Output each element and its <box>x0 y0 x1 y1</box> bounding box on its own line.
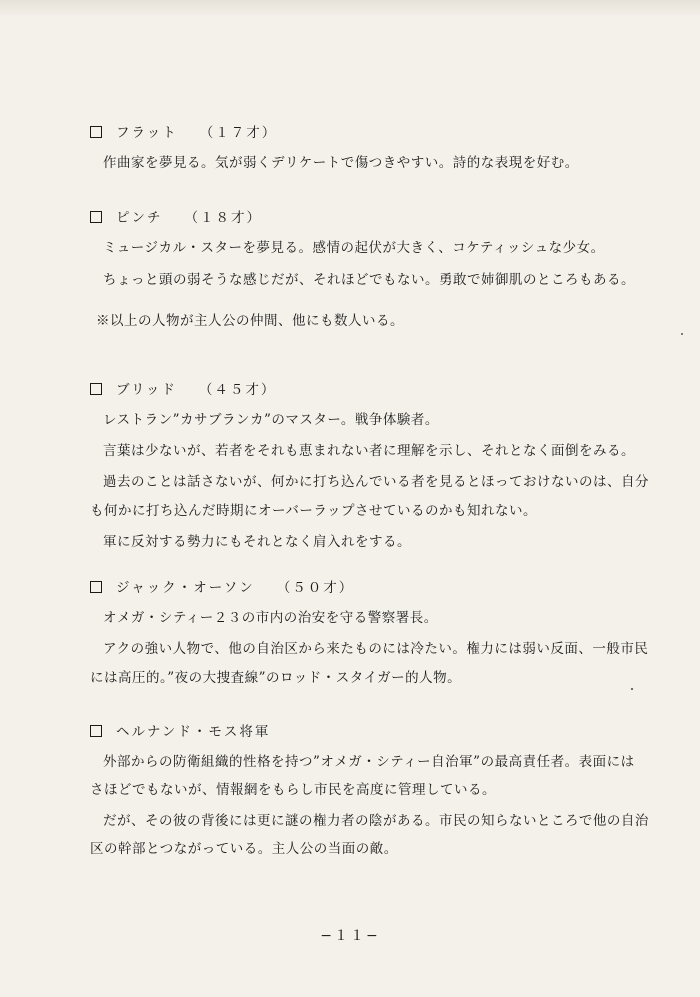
character-entry-pinch <box>90 208 635 331</box>
description-line: 軍に反対する勢力にもそれとなく肩入れをする。 <box>103 534 411 550</box>
character-name: ヘルナンド・モス将軍 <box>116 724 271 740</box>
character-age: （１７才） <box>199 125 278 141</box>
character-age: （５０才） <box>276 580 355 596</box>
character-entry-hernando-moss <box>90 722 649 859</box>
checkbox-icon <box>90 126 102 138</box>
character-heading <box>90 208 630 228</box>
description-line: 作曲家を夢見る。気が弱くデリケートで傷つきやすい。詩的な表現を好む。 <box>103 155 579 171</box>
character-heading <box>90 722 630 742</box>
description-line: アクの強い人物で、他の自治区から来たものには冷たい。権力には弱い反面、一般市民 <box>103 641 649 657</box>
description-line: さほどでもないが、情報網をもらし市民を高度に管理している。 <box>90 782 496 798</box>
character-entry-brid <box>90 380 649 552</box>
character-heading <box>90 123 630 143</box>
character-age: （４５才） <box>198 382 277 398</box>
character-name: ブリッド <box>116 382 177 398</box>
description-line: ミュージカル・スターを夢見る。感情の起伏が大きく、コケティッシュな少女。 <box>103 240 605 256</box>
description-line: も何かに打ち込んだ時期にオーバーラップさせているのかも知れない。 <box>90 503 538 519</box>
description-line: オメガ・シティー２３の市内の治安を守る警察署長。 <box>103 610 438 626</box>
description-line: だが、その彼の背後には更に謎の権力者の陰がある。市民の知らないところで他の自治 <box>103 813 649 829</box>
checkbox-icon <box>90 725 102 737</box>
description-line: レストラン”カサブランカ”のマスター。戦争体験者。 <box>103 412 439 428</box>
character-age: （１８才） <box>184 210 262 226</box>
paper-speck <box>681 333 683 335</box>
page-number: −１１− <box>320 928 380 944</box>
page-top-shadow <box>0 0 700 18</box>
note-line: ※以上の人物が主人公の仲間、他にも数人いる。 <box>96 313 404 329</box>
character-heading <box>90 380 630 400</box>
character-name: ピンチ <box>116 210 163 226</box>
checkbox-icon <box>90 383 102 395</box>
character-name: フラット <box>116 125 178 141</box>
description-line: ちょっと頭の弱そうな感じだが、それほどでもない。勇敢で姉御肌のところもある。 <box>103 272 635 288</box>
description-line: 区の幹部とつながっている。主人公の当面の敵。 <box>90 841 398 857</box>
character-name: ジャック・オーソン <box>116 580 255 596</box>
character-entry-jack-orson <box>90 578 649 688</box>
description-line: 外部からの防衛組織的性格を持つ”オメガ・シティー自治軍”の最高責任者。表面には <box>103 754 635 770</box>
description-line: 過去のことは話さないが、何かに打ち込んでいる者を見るとほっておけないのは、自分 <box>103 474 649 490</box>
checkbox-icon <box>90 211 102 223</box>
paper-speck <box>631 688 633 690</box>
description-line: には高圧的。”夜の大捜査線”のロッド・スタイガー的人物。 <box>90 670 462 686</box>
checkbox-icon <box>90 581 102 593</box>
description-line: 言葉は少ないが、若者をそれも恵まれない者に理解を示し、それとなく面倒をみる。 <box>103 443 635 459</box>
character-heading <box>90 578 630 598</box>
character-entry-flat <box>90 123 630 173</box>
